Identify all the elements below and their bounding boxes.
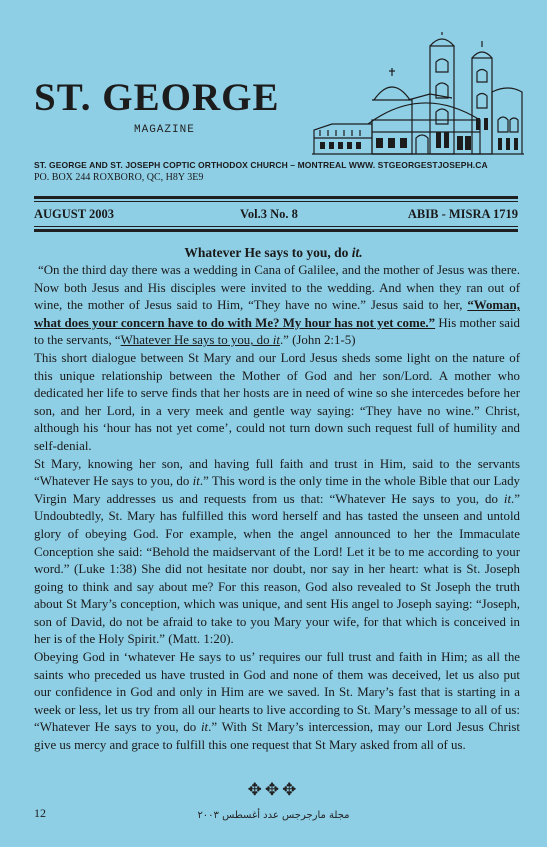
emphasis-it: it [503,491,512,506]
paragraph-dialogue: This short dialogue between St Mary and our Lord Jesus sheds some light on the nature of this unique relationship between the Mother of God and her son/Lord. A mother who dedicated her life to serve finds that her hosts are in need of wine so she intercedes before her son, and her Lord, in a very meek and gentle way saying: “They have no wine.” Christ, although his ‘hour has not yet come’, could not turn down such request full of humility and self-denial. [34,350,520,453]
emphasis-it: it [200,720,209,735]
scripture-text: “On the third day there was a wedding in Cana of Galilee, and the mother of Jesus was there. Now both Jesus and His disciples were invited to the wedding. And when they ran out of wine, the mother of Jesus said to Him, “They have no wine.” Jesus said to her, [34,263,520,313]
st-mary-text: St Mary, knowing her son, and having full faith and trust in Him, said to the servants “Whatever He says to you, do [34,456,520,489]
underlined-emphasis: it [272,333,280,348]
issue-coptic-date: ABIB - MISRA 1719 [407,207,518,221]
obeying-text: Obeying God in ‘whatever He says to us’ requires our full trust and faith in Him; as all the saints who preceded us have trusted in God and none of them was deceived, let us also put our confidence in God and only in Him are we saved. In St. Mary’s fast that is starting in a week or less, let us try from all our hearts to live according to St. Mary’s message to all of us: “Whatever He says to you, do [34,650,520,735]
obeying-text-end: .” With St Mary’s intercession, may our Lord Jesus Christ give us mercy and grace to fulfill this one request that St Mary asked from all of us. [34,720,520,753]
article-title [0,245,547,261]
st-mary-text-cont: .” This word is the only time in the whole Bible that our Lady Virgin Mary addresses us and requests from us that: “Whatever He says to you, do [34,474,520,506]
magazine-subtitle: MAGAZINE [134,124,195,136]
scripture-citation: .” (John 2:1-5) [279,333,356,348]
church-name-line: ST. GEORGE AND ST. JOSEPH COPTIC ORTHODOX CHURCH – MONTREAL WWW. STGEORGESTJOSEPH.CA [34,160,488,170]
underlined-text: Whatever He says to you, do [120,333,273,348]
header-rule-top-thin [34,201,518,202]
church-drawing-logo [312,32,524,156]
scripture-text-cont: His mother said to the servants, “ [34,315,520,348]
issue-info-bar [34,207,518,223]
page-number: 12 [34,806,46,820]
header-rule-top [34,196,518,199]
arabic-footer-text: مجلة مارجرجس عدد أغسطس ٢٠٠٣ [197,810,350,821]
paragraph-st-mary [34,456,520,650]
article-title-text: Whatever He says to you, do [184,245,352,260]
issue-date: AUGUST 2003 [34,207,114,221]
emphasis-it: it [192,474,200,489]
mailing-address: PO. BOX 244 ROXBORO, QC, H8Y 3E9 [34,172,204,183]
header-rule-bottom-thin [34,226,518,227]
scripture-bold-quote: “Woman, what does your concern have to do with Me? My hour has not yet come.” [34,298,520,330]
paragraph-scripture [34,262,520,350]
issue-volume: Vol.3 No. 8 [240,207,298,221]
header-rule-bottom [34,229,518,232]
scripture-underlined-quote [121,333,280,347]
article-body [34,262,520,755]
magazine-title: ST. GEORGE [34,76,280,119]
three-coptic-crosses-icon: ✥✥✥ [247,780,300,800]
paragraph-obeying-god [34,649,520,755]
article-title-emphasis: it. [351,245,363,260]
st-mary-text-end: .” Undoubtedly, St. Mary has fulfilled this word herself and has tasted the unseen and untold glory of obeying God. For example, when the angel announced to her the Immaculate Conception she said: “Behold the maidservant of the Lord! Let it be to me according to your word.” (Luke 1:38) She did not hesitate nor doubt, nor say in her heart: what is St. Joseph going to think and say about me? For this reason, God also revealed to St Joseph the truth about St Mary’s conception, which was unique, and sent His angel to Joseph saying: “Joseph, son of David, do not be afraid to take to you Mary your wife, for that which is conceived in her is of the Holy Spirit.” (Matt. 1:20). [34,491,520,647]
